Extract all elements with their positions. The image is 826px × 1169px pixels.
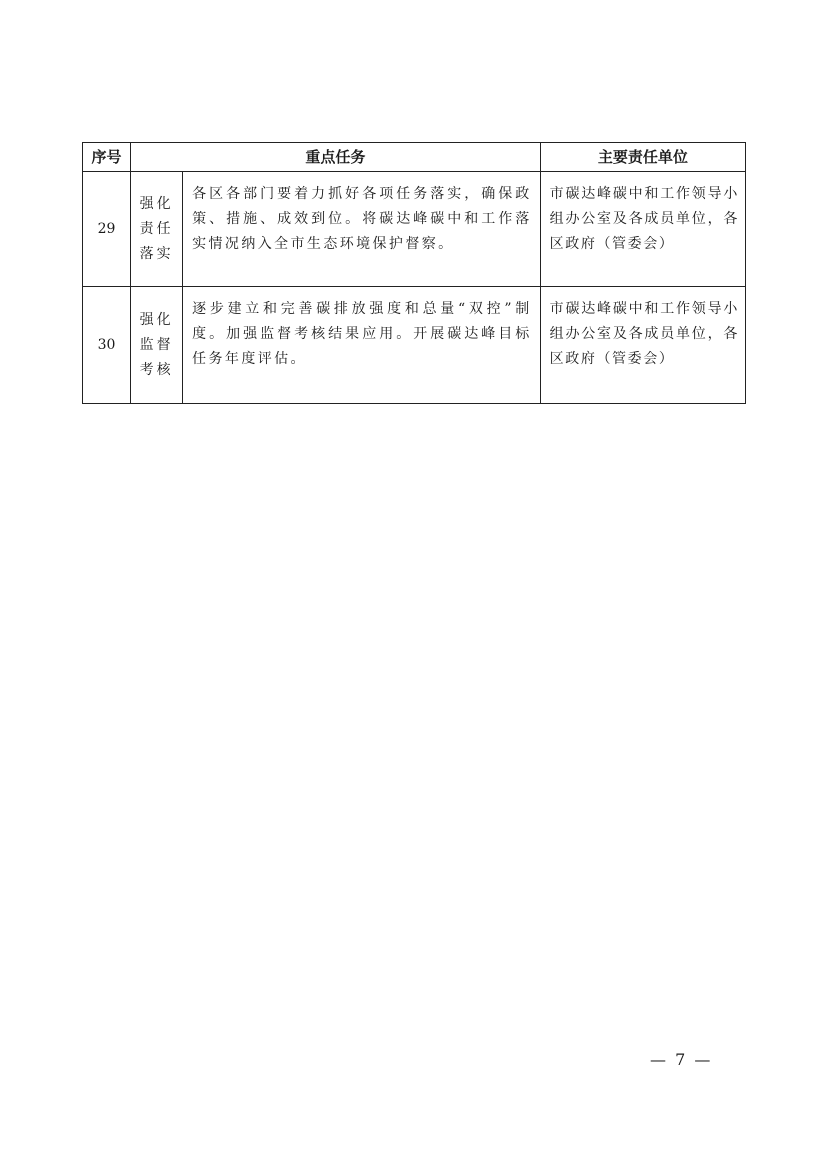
row-responsible-unit: 市碳达峰碳中和工作领导小组办公室及各成员单位，各区政府（管委会） — [540, 287, 745, 404]
table-header-row — [83, 143, 746, 172]
row-responsible-unit: 市碳达峰碳中和工作领导小组办公室及各成员单位，各区政府（管委会） — [540, 172, 745, 287]
table-row — [83, 287, 746, 404]
header-key-task: 重点任务 — [131, 143, 541, 172]
row-category-line: 责任 — [139, 220, 174, 237]
row-category-line: 考核 — [139, 361, 174, 378]
row-category-line: 落实 — [139, 245, 174, 262]
row-category-line: 监督 — [139, 336, 174, 353]
row-serial-number: 29 — [83, 172, 131, 287]
row-category-line: 强化 — [139, 195, 174, 212]
table-row — [83, 172, 746, 287]
row-category — [131, 287, 183, 404]
header-responsible-unit: 主要责任单位 — [540, 143, 745, 172]
row-task-description: 各区各部门要着力抓好各项任务落实，确保政策、措施、成效到位。将碳达峰碳中和工作落实情况纳入全市生态环境保护督察。 — [183, 172, 541, 287]
page-number: — 7 — — [650, 1050, 713, 1069]
header-serial-number: 序号 — [83, 143, 131, 172]
row-task-description: 逐步建立和完善碳排放强度和总量“双控”制度。加强监督考核结果应用。开展碳达峰目标任务年度评估。 — [183, 287, 541, 404]
row-category-line: 强化 — [139, 311, 174, 328]
row-category — [131, 172, 183, 287]
key-tasks-table — [82, 142, 746, 404]
row-serial-number: 30 — [83, 287, 131, 404]
